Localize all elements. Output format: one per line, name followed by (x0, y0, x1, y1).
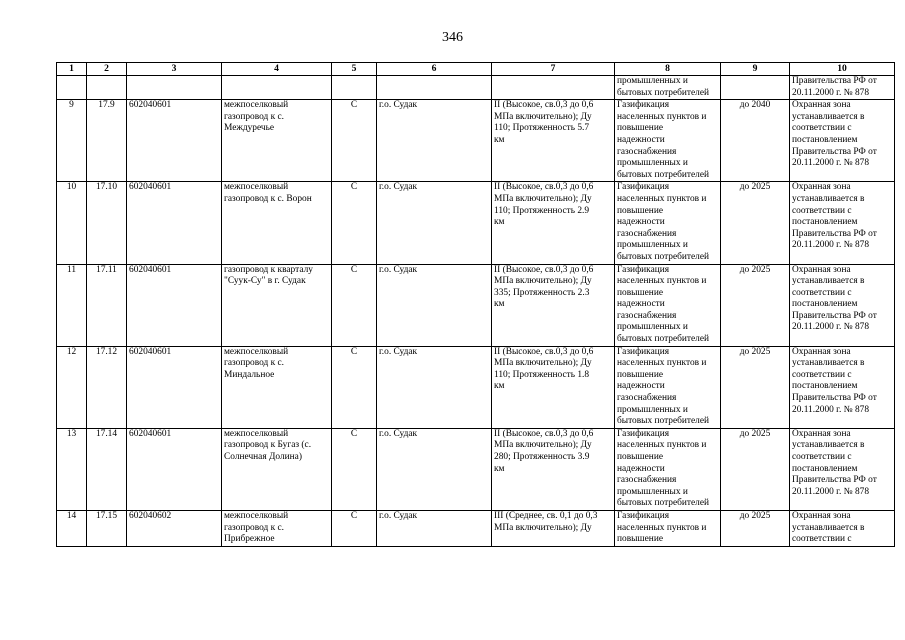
name-text: межпоселковый газопровод к с. Прибрежное (224, 510, 289, 545)
cell-purpose (615, 264, 721, 346)
cell-zone (790, 100, 895, 182)
name-text: межпоселковый газопровод к с. Ворон (224, 182, 312, 204)
purpose-text: Газификация населенных пунктов и повышение надежности газоснабжения промышленных и бытовых потребителей (617, 264, 710, 345)
cell-empty (57, 76, 87, 100)
col-header-1: 1 (57, 63, 87, 76)
zone-text: Охранная зона устанавливается в соответствии с постановлением Правительства РФ от 20.11.2000 г. № 878 (792, 346, 877, 415)
purpose-text: Газификация населенных пунктов и повышение (617, 510, 707, 545)
cell-zone (790, 76, 895, 100)
name-text: межпоселковый газопровод к с. Междуречье (224, 100, 289, 134)
col-header-3: 3 (127, 63, 222, 76)
cell-location: г.о. Судак (377, 182, 492, 264)
cell-name (222, 346, 332, 428)
cell-params (492, 100, 615, 182)
cell-name (222, 264, 332, 346)
cell-location: г.о. Судак (377, 428, 492, 510)
table-row (57, 100, 895, 182)
cell-location: г.о. Судак (377, 264, 492, 346)
cell-reg: 602040602 (127, 510, 222, 546)
table-row (57, 182, 895, 264)
col-header-4: 4 (222, 63, 332, 76)
cell-num: 11 (57, 264, 87, 346)
cell-code: 17.10 (87, 182, 127, 264)
cell-empty (332, 76, 377, 100)
cell-empty (222, 76, 332, 100)
cell-name (222, 100, 332, 182)
cell-name (222, 428, 332, 510)
zone-text: Охранная зона устанавливается в соответствии с постановлением Правительства РФ от 20.11.2000 г. № 878 (792, 182, 877, 251)
zone-text: Охранная зона устанавливается в соответствии с постановлением Правительства РФ от 20.11.2000 г. № 878 (792, 264, 877, 333)
cell-term: до 2025 (721, 346, 790, 428)
cell-num: 12 (57, 346, 87, 428)
cell-term: до 2040 (721, 100, 790, 182)
registry-table (56, 62, 895, 547)
cell-code: 17.9 (87, 100, 127, 182)
params-text: II (Высокое, св.0,3 до 0,6 МПа включительно); Ду 335; Протяженность 2.3 км (494, 264, 594, 310)
col-header-9: 9 (721, 63, 790, 76)
params-text: II (Высокое, св.0,3 до 0,6 МПа включительно); Ду 110; Протяженность 2.9 км (494, 182, 594, 228)
name-text: межпоселковый газопровод к Бугаз (с. Солнечная Долина) (224, 428, 312, 462)
purpose-text: Газификация населенных пунктов и повышение надежности газоснабжения промышленных и бытовых потребителей (617, 428, 710, 509)
params-text: II (Высокое, св.0,3 до 0,6 МПа включительно); Ду 280; Протяженность 3.9 км (494, 428, 594, 474)
cell-params (492, 264, 615, 346)
zone-text: Охранная зона устанавливается в соответствии с постановлением Правительства РФ от 20.11.2000 г. № 878 (792, 100, 877, 169)
cell-num: 13 (57, 428, 87, 510)
zone-text: Охранная зона устанавливается в соответствии с (792, 510, 865, 545)
cell-reg: 602040601 (127, 182, 222, 264)
table-row (57, 428, 895, 510)
cell-location: г.о. Судак (377, 510, 492, 546)
table-row (57, 264, 895, 346)
cell-empty (127, 76, 222, 100)
cell-params (492, 182, 615, 264)
cell-purpose (615, 510, 721, 546)
purpose-text: Газификация населенных пунктов и повышение надежности газоснабжения промышленных и бытовых потребителей (617, 100, 710, 180)
cell-purpose (615, 100, 721, 182)
params-text: II (Высокое, св.0,3 до 0,6 МПа включительно); Ду 110; Протяженность 5.7 км (494, 100, 594, 145)
cell-num: 14 (57, 510, 87, 546)
cell-category: С (332, 510, 377, 546)
cell-term: до 2025 (721, 264, 790, 346)
page-number: 346 (442, 30, 463, 45)
col-header-10: 10 (790, 63, 895, 76)
name-text: межпоселковый газопровод к с. Миндальное (224, 346, 289, 380)
cell-purpose (615, 182, 721, 264)
cell-zone (790, 510, 895, 546)
cell-category: С (332, 100, 377, 182)
cell-location: г.о. Судак (377, 100, 492, 182)
cell-purpose (615, 428, 721, 510)
purpose-text: Газификация населенных пунктов и повышение надежности газоснабжения промышленных и бытовых потребителей (617, 346, 710, 427)
cell-category: С (332, 346, 377, 428)
table-row (57, 346, 895, 428)
header-row (57, 63, 895, 76)
cell-term: до 2025 (721, 510, 790, 546)
cell-purpose (615, 346, 721, 428)
cell-category: С (332, 264, 377, 346)
cell-params (492, 510, 615, 546)
purpose-text: Газификация населенных пунктов и повышение надежности газоснабжения промышленных и бытовых потребителей (617, 182, 710, 262)
col-header-7: 7 (492, 63, 615, 76)
cell-category: С (332, 428, 377, 510)
cell-location: г.о. Судак (377, 346, 492, 428)
cell-category: С (332, 182, 377, 264)
cell-purpose (615, 76, 721, 100)
cell-params (492, 346, 615, 428)
cell-code: 17.14 (87, 428, 127, 510)
cell-empty (492, 76, 615, 100)
cell-name (222, 510, 332, 546)
table-row-continuation (57, 76, 895, 100)
cell-params (492, 428, 615, 510)
cell-empty (377, 76, 492, 100)
cell-reg: 602040601 (127, 100, 222, 182)
cell-reg: 602040601 (127, 264, 222, 346)
col-header-2: 2 (87, 63, 127, 76)
cell-code: 17.11 (87, 264, 127, 346)
cell-empty (721, 76, 790, 100)
cell-zone (790, 264, 895, 346)
table-row (57, 510, 895, 546)
zone-text: Охранная зона устанавливается в соответствии с постановлением Правительства РФ от 20.11.2000 г. № 878 (792, 428, 877, 497)
cell-reg: 602040601 (127, 346, 222, 428)
purpose-text: промышленных и бытовых потребителей (617, 76, 710, 98)
cell-num: 9 (57, 100, 87, 182)
name-text: газопровод к кварталу "Суук-Су" в г. Судак (224, 264, 313, 287)
col-header-8: 8 (615, 63, 721, 76)
col-header-6: 6 (377, 63, 492, 76)
col-header-5: 5 (332, 63, 377, 76)
cell-term: до 2025 (721, 428, 790, 510)
cell-empty (87, 76, 127, 100)
cell-term: до 2025 (721, 182, 790, 264)
cell-num: 10 (57, 182, 87, 264)
cell-name (222, 182, 332, 264)
cell-zone (790, 346, 895, 428)
cell-reg: 602040601 (127, 428, 222, 510)
cell-code: 17.12 (87, 346, 127, 428)
cell-zone (790, 182, 895, 264)
params-text: II (Высокое, св.0,3 до 0,6 МПа включительно); Ду 110; Протяженность 1.8 км (494, 346, 594, 392)
cell-zone (790, 428, 895, 510)
params-text: III (Среднее, св. 0,1 до 0,3 МПа включительно); Ду (494, 510, 598, 533)
zone-text: Правительства РФ от 20.11.2000 г. № 878 (792, 76, 877, 98)
cell-code: 17.15 (87, 510, 127, 546)
